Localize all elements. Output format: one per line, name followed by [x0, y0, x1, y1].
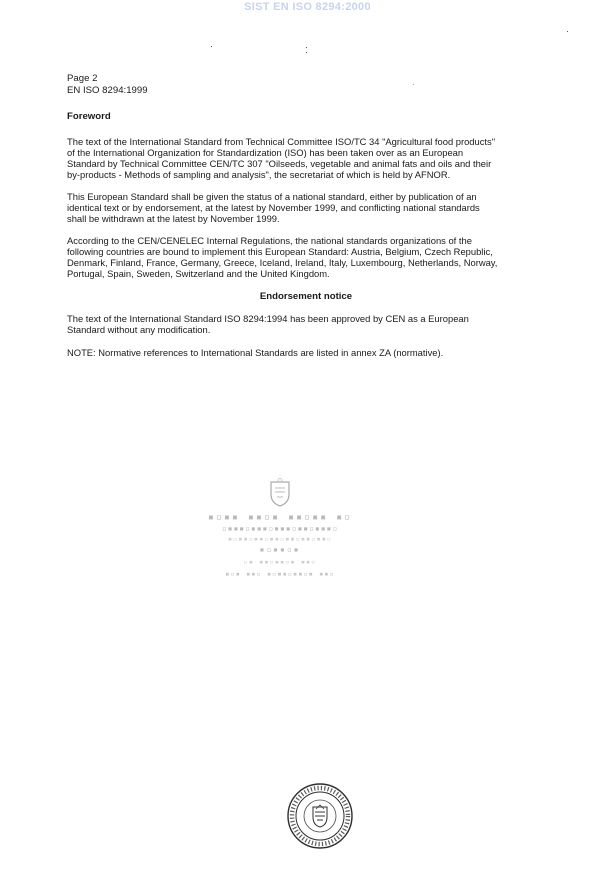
scan-speck: [211, 46, 212, 47]
faded-library-stamp: ▪▫▪▪ ▪▪▫▪ ▪▪▫▪▪ ▪▫ ▫▪▪▪▫▪▪▪▫▪▪▪▫▪▪▫▪▪▪▫ ▪▫▪▪▫▪▪▫▪▪▫▪▪▫▪▪▫▪▪▫ ▪▫▪▪▫▪ ▫▪ ▪▪▫▪▪▫▪ ▪▪▫ ▪▫▪ ▪▪▫ ▪▫▪▪▫▪▪▫▪ ▪▪▫: [150, 478, 410, 588]
text-line: According to the CEN/CENELEC Internal Regulations, the national standards organizations of the: [67, 235, 472, 246]
scan-speck: [413, 84, 414, 85]
text-line: This European Standard shall be given the status of a national standard, either by publication of an: [67, 191, 477, 202]
scan-speck: [567, 31, 568, 32]
round-seal-icon: [286, 782, 354, 850]
text-line: Portugal, Spain, Sweden, Switzerland and the United Kingdom.: [67, 268, 330, 280]
text-line: Denmark, Finland, France, Germany, Greece, Iceland, Ireland, Italy, Luxembourg, Netherlands, Norway,: [67, 257, 498, 269]
scan-speck: [306, 52, 307, 53]
endorsement-heading: Endorsement notice: [259, 291, 353, 302]
text-line: by-products - Methods of sampling and analysis", the secretariat of which is held by AFNOR.: [67, 169, 451, 181]
text-line: Standard without any modification.: [67, 324, 211, 336]
text-line: shall be withdrawn at the latest by November 1999.: [67, 213, 280, 225]
normative-note: NOTE: Normative references to International Standards are listed in annex ZA (normative).: [67, 347, 444, 358]
foreword-paragraph-2: [67, 191, 545, 224]
text-line: identical text or by endorsement, at the latest by November 1999, and conflicting national standards: [67, 202, 480, 214]
document-id: EN ISO 8294:1999: [67, 85, 148, 96]
page-number: Page 2: [67, 73, 98, 84]
endorsement-paragraph: [67, 313, 545, 335]
text-line: The text of the International Standard from Technical Committee ISO/TC 34 "Agricultural food products": [67, 136, 496, 147]
document-watermark: SIST EN ISO 8294:2000: [244, 1, 371, 13]
scan-speck: [306, 47, 307, 48]
text-line: following countries are bound to implement this European Standard: Austria, Belgium, Czech Republic,: [67, 246, 493, 258]
foreword-paragraph-1: [67, 136, 545, 180]
text-line: of the International Organization for Standardization (ISO) has been taken over as an European: [67, 147, 464, 159]
foreword-paragraph-3: [67, 235, 545, 279]
foreword-heading: Foreword: [67, 111, 111, 122]
page-header: [67, 73, 148, 97]
text-line: The text of the International Standard ISO 8294:1994 has been approved by CEN as a European: [67, 313, 469, 324]
text-line: Standard by Technical Committee CEN/TC 307 "Oilseeds, vegetable and animal fats and oils and their: [67, 158, 492, 170]
coat-of-arms-icon: [268, 478, 292, 508]
